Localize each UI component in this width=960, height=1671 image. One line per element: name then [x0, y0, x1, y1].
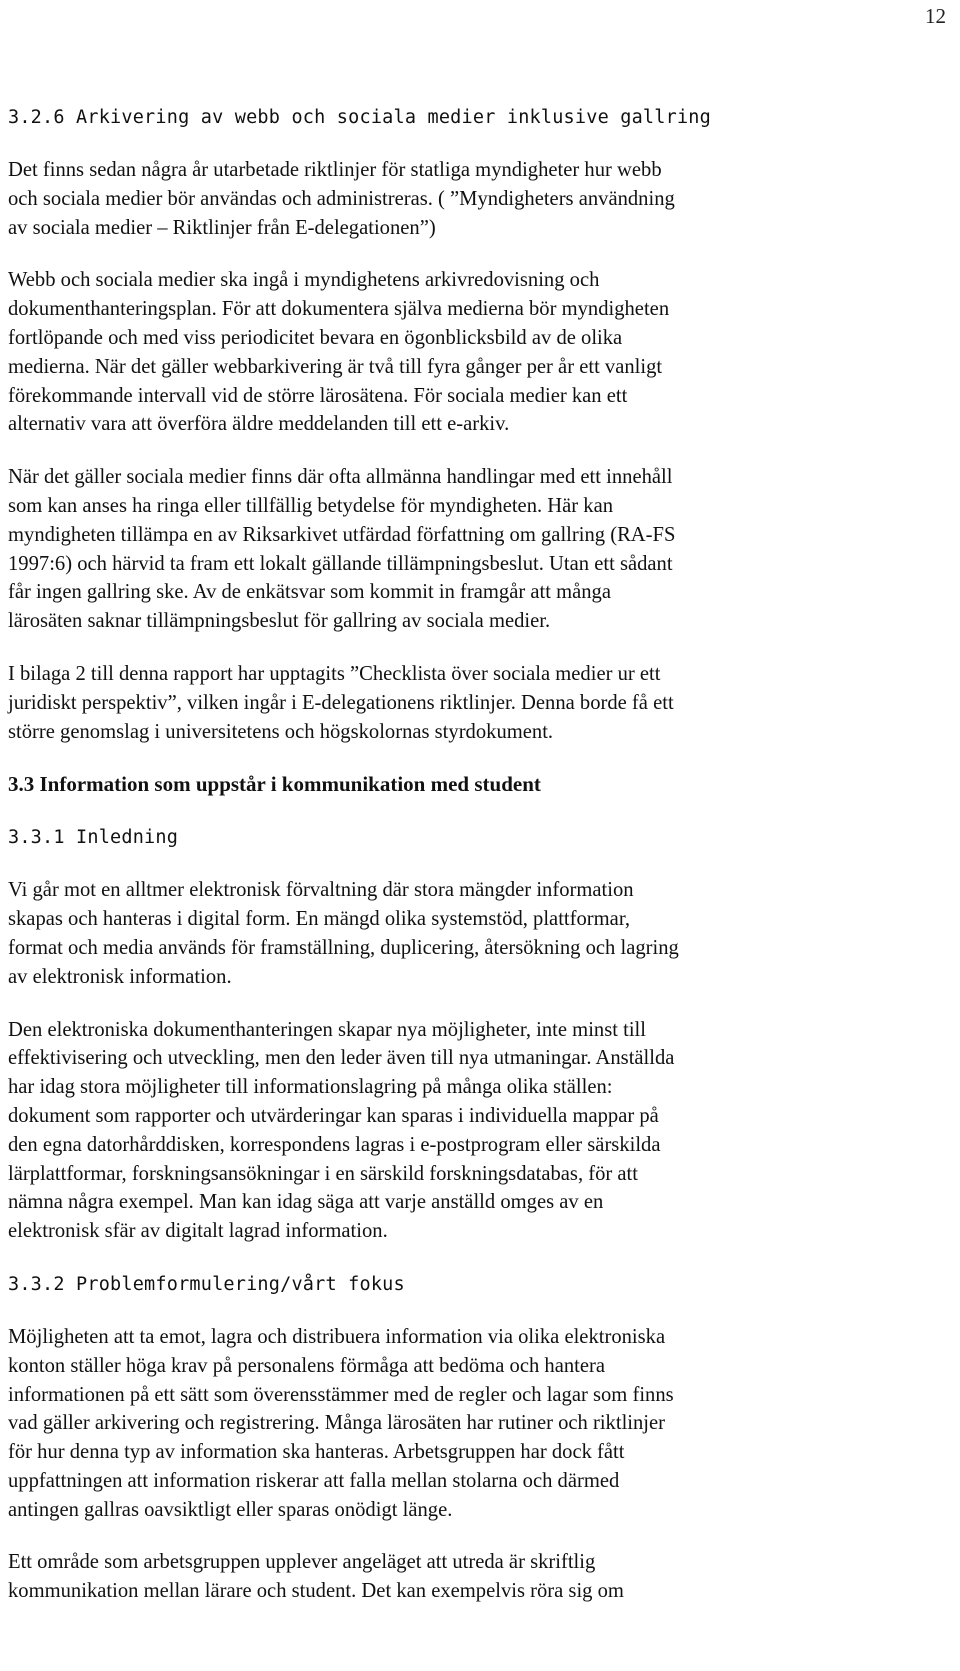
heading-3-3-2: 3.3.2 Problemformulering/vårt fokus — [8, 1273, 405, 1295]
text-line: Möjligheten att ta emot, lagra och distribuera information via olika elektroniska — [8, 1325, 666, 1348]
text-line: elektronisk sfär av digitalt lagrad information. — [8, 1220, 388, 1243]
text-line: nämna några exempel. Man kan idag säga att varje anställd omges av en — [8, 1191, 604, 1214]
text-line: Den elektroniska dokumenthanteringen skapar nya möjligheter, inte minst till — [8, 1018, 646, 1041]
text-line: får ingen gallring ske. Av de enkätsvar som kommit in framgår att många — [8, 581, 611, 604]
text-line: och sociala medier bör användas och administreras. ( ”Myndigheters användning — [8, 187, 675, 210]
text-line: av elektronisk information. — [8, 965, 232, 988]
paragraph-3-3-2-1 — [8, 1323, 908, 1525]
text-line: Webb och sociala medier ska ingå i myndighetens arkivredovisning och — [8, 269, 600, 292]
text-line: effektivisering och utveckling, men den leder även till nya utmaningar. Anställda — [8, 1047, 675, 1070]
paragraph-3-3-1-2 — [8, 1016, 908, 1246]
text-line: format och media används för framställning, duplicering, återsökning och lagring — [8, 936, 679, 959]
paragraph-3-2-6-1 — [8, 156, 908, 242]
text-line: 1997:6) och härvid ta fram ett lokalt gällande tillämpningsbeslut. Utan ett sådant — [8, 552, 673, 575]
text-line: förekommande intervall vid de större lärosätena. För sociala medier kan ett — [8, 384, 628, 407]
paragraph-3-3-2-2 — [8, 1548, 908, 1606]
text-line: antingen gallras oavsiktligt eller sparas onödigt länge. — [8, 1498, 453, 1521]
text-line: juridiskt perspektiv”, vilken ingår i E-delegationens riktlinjer. Denna borde få ett — [8, 691, 674, 714]
page-number: 12 — [925, 4, 946, 28]
text-line: uppfattningen att information riskerar att falla mellan stolarna och därmed — [8, 1469, 620, 1492]
text-line: alternativ vara att överföra äldre meddelanden till ett e-arkiv. — [8, 413, 510, 436]
text-line: av sociala medier – Riktlinjer från E-delegationen”) — [8, 216, 436, 239]
text-line: skapas och hanteras i digital form. En mängd olika systemstöd, plattformar, — [8, 908, 630, 931]
text-line: större genomslag i universitetens och högskolornas styrdokument. — [8, 720, 554, 743]
text-line: Vi går mot en alltmer elektronisk förvaltning där stora mängder information — [8, 879, 634, 902]
text-line: fortlöpande och med viss periodicitet bevara en ögonblicksbild av de olika — [8, 326, 623, 349]
heading-3-3: 3.3 Information som uppstår i kommunikation med student — [8, 772, 541, 797]
text-line: för hur denna typ av information ska hanteras. Arbetsgruppen har dock fått — [8, 1441, 625, 1464]
text-line: lärosäten saknar tillämpningsbeslut för gallring av sociala medier. — [8, 610, 551, 633]
paragraph-3-2-6-3 — [8, 463, 908, 636]
paragraph-3-2-6-4 — [8, 660, 908, 746]
text-line: medierna. När det gäller webbarkivering är två till fyra gånger per år ett vanligt — [8, 355, 663, 378]
text-line: som kan anses ha ringa eller tillfällig betydelse för myndigheten. Här kan — [8, 494, 614, 517]
paragraph-3-3-1-1 — [8, 876, 908, 991]
text-line: har idag stora möjligheter till informationslagring på många olika ställen: — [8, 1076, 613, 1099]
text-line: När det gäller sociala medier finns där ofta allmänna handlingar med ett innehåll — [8, 466, 673, 489]
text-line: I bilaga 2 till denna rapport har upptagits ”Checklista över sociala medier ur ett — [8, 662, 661, 685]
text-line: myndigheten tillämpa en av Riksarkivet utfärdad författning om gallring (RA-FS — [8, 523, 676, 546]
text-line: Ett område som arbetsgruppen upplever angeläget att utreda är skriftlig — [8, 1551, 596, 1574]
heading-3-3-1: 3.3.1 Inledning — [8, 827, 179, 849]
text-line: dokument som rapporter och utvärderingar kan sparas i individuella mappar på — [8, 1104, 659, 1127]
text-line: den egna datorhårddisken, korrespondens lagras i e-postprogram eller särskilda — [8, 1133, 661, 1156]
text-line: Det finns sedan några år utarbetade riktlinjer för statliga myndigheter hur webb — [8, 159, 662, 181]
page-content — [8, 103, 908, 1606]
text-line: lärplattformar, forskningsansökningar i en särskild forskningsdatabas, för att — [8, 1162, 638, 1185]
text-line: kommunikation mellan lärare och student. Det kan exempelvis röra sig om — [8, 1580, 624, 1603]
text-line: konton ställer höga krav på personalens förmåga att bedöma och hantera — [8, 1354, 605, 1377]
text-line: dokumenthanteringsplan. För att dokumentera själva medierna bör myndigheten — [8, 298, 670, 321]
heading-3-2-6: 3.2.6 Arkivering av webb och sociala medier inklusive gallring — [8, 107, 711, 128]
text-line: informationen på ett sätt som överensstämmer med de regler och lagar som finns — [8, 1383, 674, 1406]
paragraph-3-2-6-2 — [8, 266, 908, 439]
text-line: vad gäller arkivering och registrering. Många lärosäten har rutiner och riktlinjer — [8, 1412, 666, 1435]
